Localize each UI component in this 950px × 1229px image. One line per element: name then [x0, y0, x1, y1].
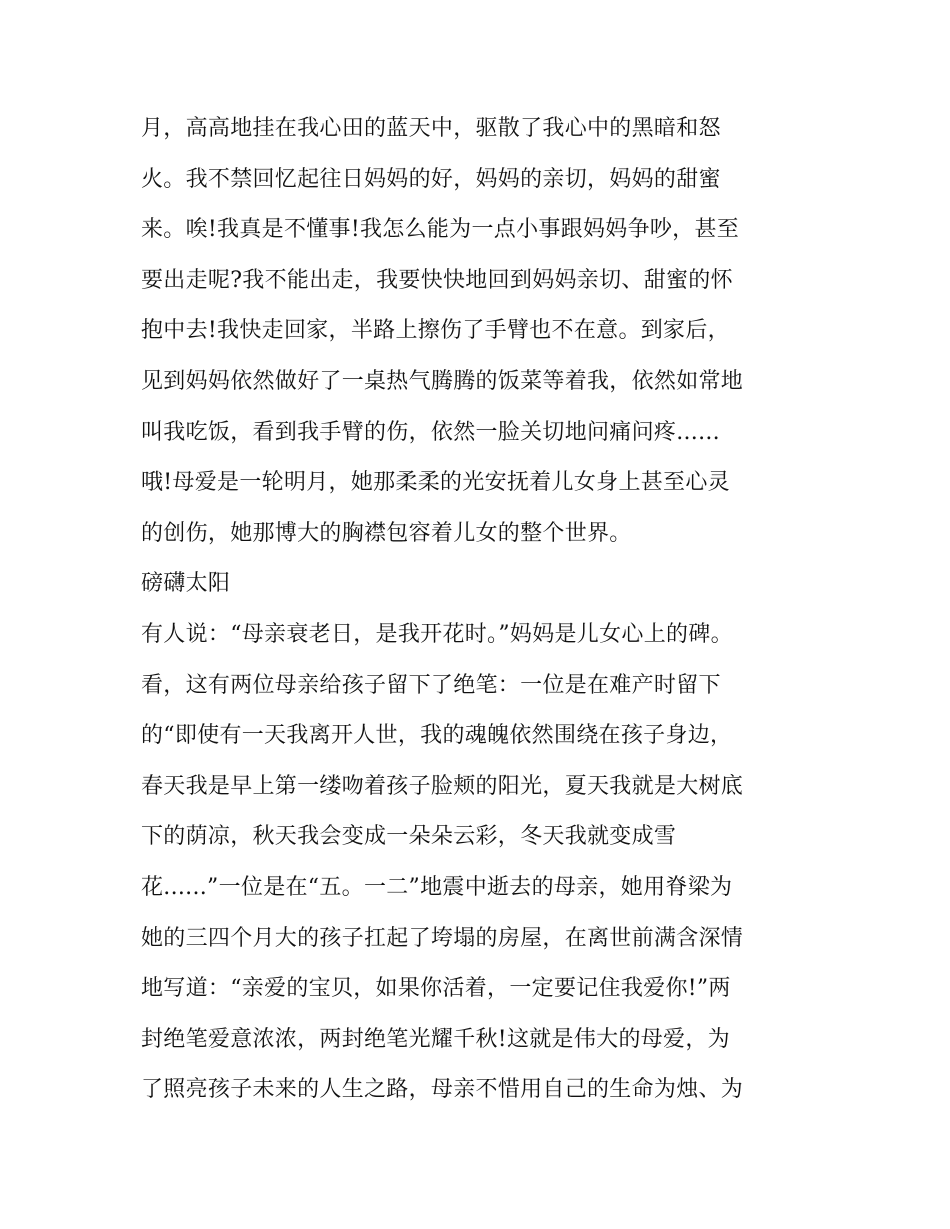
text-line-13: 的“即使有一天我离开人世，我的魂魄依然围绕在孩子身边，: [141, 723, 733, 749]
text-line-8: 哦!母爱是一轮明月，她那柔柔的光安抚着儿女身上甚至心灵: [141, 470, 730, 496]
text-line-15: 下的荫凉，秋天我会变成一朵朵云彩，冬天我就变成雪: [141, 824, 677, 850]
text-line-11: 有人说：“母亲衰老日，是我开花时。”妈妈是儿女心上的碑。: [141, 621, 733, 647]
text-line-16: 花......”一位是在“五。一二”地震中逝去的母亲，她用脊梁为: [141, 874, 733, 900]
text-line-7: 叫我吃饭，看到我手臂的伤，依然一脸关切地问痛问疼......: [141, 419, 720, 445]
text-line-19: 封绝笔爱意浓浓，两封绝笔光耀千秋!这就是伟大的母爱，为: [141, 1026, 730, 1052]
body-text: [141, 104, 841, 1116]
text-line-9: 的创伤，她那博大的胸襟包容着儿女的整个世界。: [141, 520, 632, 546]
text-line-18: 地写道：“亲爱的宝贝，如果你活着，一定要记住我爱你!”两: [141, 976, 731, 1002]
text-line-3: 来。唉!我真是不懂事!我怎么能为一点小事跟妈妈争吵，甚至: [141, 217, 740, 243]
text-line-20: 了照亮孩子未来的人生之路，母亲不惜用自己的生命为烛、为: [141, 1077, 744, 1103]
text-line-2: 火。我不禁回忆起往日妈妈的好，妈妈的亲切，妈妈的甜蜜: [141, 166, 721, 192]
text-line-5: 抱中去!我快走回家，半路上擦伤了手臂也不在意。到家后，: [141, 318, 730, 344]
text-line-12: 看，这有两位母亲给孩子留下了绝笔：一位是在难产时留下: [141, 672, 721, 698]
text-line-1: 月，高高地挂在我心田的蓝天中，驱散了我心中的黑暗和怒: [141, 116, 721, 141]
section-heading: 磅礴太阳: [141, 571, 231, 597]
text-line-4: 要出走呢?我不能出走，我要快快地回到妈妈亲切、甜蜜的怀: [141, 267, 733, 293]
text-line-6: 见到妈妈依然做好了一桌热气腾腾的饭菜等着我，依然如常地: [141, 368, 744, 394]
text-line-17: 她的三四个月大的孩子扛起了垮塌的房屋，在离世前满含深情: [141, 925, 744, 951]
text-line-14: 春天我是早上第一缕吻着孩子脸颊的阳光，夏天我就是大树底: [141, 773, 744, 799]
